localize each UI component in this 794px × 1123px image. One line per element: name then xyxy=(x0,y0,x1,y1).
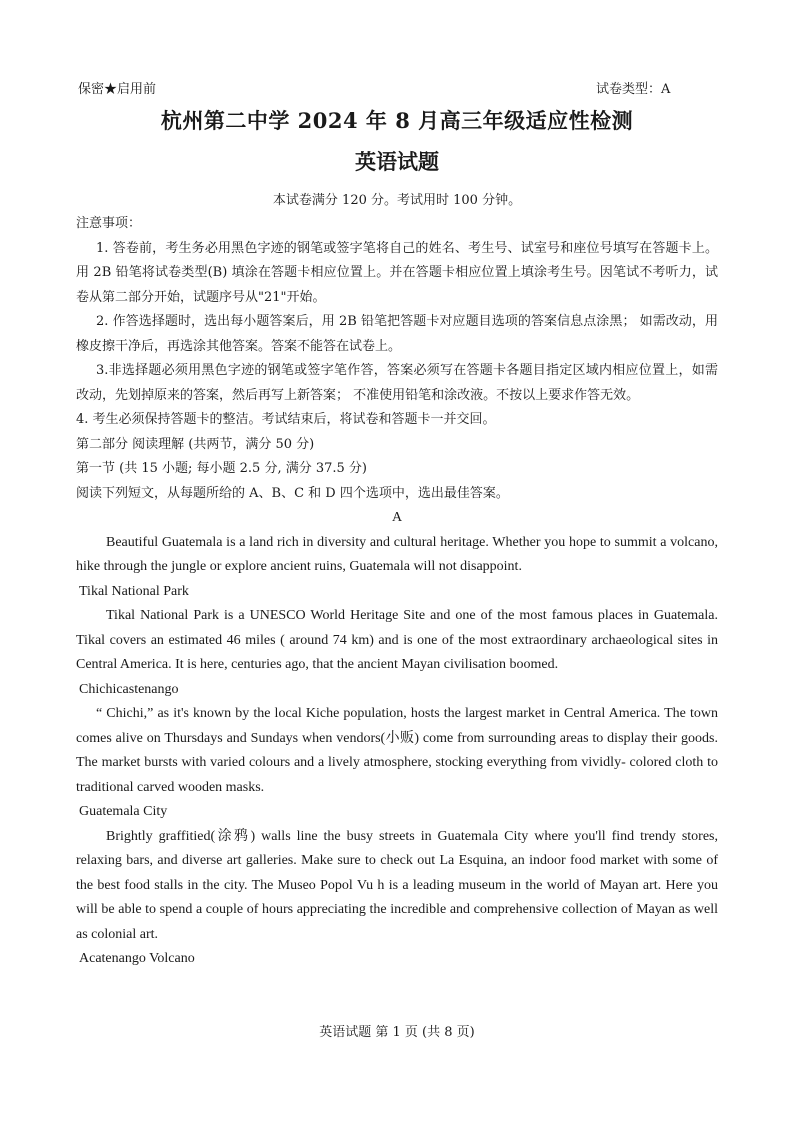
instruction-text: 阅读下列短文，从每题所给的 A、B、C 和 D 四个选项中，选出最佳答案。 xyxy=(76,485,509,501)
section-title-tikal: Tikal National Park xyxy=(79,583,189,599)
note-item: 4. 考生必须保持答题卡的整洁。考试结束后，将试卷和答题卡一并交回。 xyxy=(76,412,496,427)
confidential-label: 保密★启用前 xyxy=(78,82,157,97)
exam-meta: 本试卷满分 120 分。考试用时 100 分钟。 xyxy=(272,193,522,208)
part-heading: 第二部分 阅读理解 (共两节，满分 50 分) xyxy=(76,436,315,452)
page-footer: 英语试题 第 1 页 (共 8 页) xyxy=(319,1025,475,1040)
section-title-acatenango: Acatenango Volcano xyxy=(79,951,195,966)
exam-subtitle: 英语试题 xyxy=(355,149,439,174)
section-text-guatemala-city: Brightly graffitied(涂鸦) walls line the busy streets in Guatemala City where you'll find trendy stores, relaxing bars, and diverse art galleries. Make sure to check out La Esquina, an indoor food market with some of the best food stalls in the city. The Museo Popol Vu h is a leading museum in the world of Mayan art. Here you will be able to spend a couple of hours appreciating the incredible and comprehensive collection of Mayan as well as colonial art. xyxy=(76,828,718,942)
section-title-guatemala-city: Guatemala City xyxy=(79,804,168,819)
exam-content xyxy=(76,212,718,972)
section-text-chichicastenango: “ Chichi,” as it's known by the local Kiche population, hosts the largest market in Central America. The town comes alive on Thursdays and Sundays when vendors(小贩) come from surrounding areas to display their goods. The market bursts with varied colours and a lively atmosphere, stocking everything from vividly- colored cloth to traditional carved wooden masks. xyxy=(76,706,718,795)
note-item: 2. 作答选择题时，选出每小题答案后，用 2B 铅笔把答题卡对应题目选项的答案信息点涂黑； 如需改动，用橡皮擦干净后，再选涂其他答案。答案不能答在试卷上。 xyxy=(76,314,718,354)
section-text-tikal: Tikal National Park is a UNESCO World Heritage Site and one of the most famous places in Guatemala. Tikal covers an estimated 46 miles ( around 74 km) and is one of the most extraordinary archaeological sites in Central America. It is here, centuries ago, that the ancient Mayan civilisation boomed. xyxy=(76,608,718,672)
paper-type-label: 试卷类型：A xyxy=(596,82,671,97)
passage-intro: Beautiful Guatemala is a land rich in diversity and cultural heritage. Whether you hope to summit a volcano, hike through the jungle or explore ancient ruins, Guatemala will not disappoint. xyxy=(76,534,718,574)
note-item: 3.非选择题必须用黑色字迹的钢笔或签字笔作答，答案必须写在答题卡各题目指定区域内相应位置上，如需改动，先划掉原来的答案，然后再写上新答案； 不准使用铅笔和涂改液。不按以上要求作答无效。 xyxy=(76,363,718,403)
exam-title: 杭州第二中学 2024 年 8 月高三年级适应性检测 xyxy=(160,108,634,133)
note-item: 1. 答卷前，考生务必用黑色字迹的钢笔或签字笔将自己的姓名、考生号、试室号和座位号填写在答题卡上。用 2B 铅笔将试卷类型(B) 填涂在答题卡相应位置上。并在答题卡相应位置上填涂考生号。因笔试不考听力，试卷从第二部分开始，试题序号从"21"开始。 xyxy=(76,240,718,305)
passage-label: A xyxy=(391,510,403,525)
notes-heading: 注意事项： xyxy=(76,216,142,231)
section-title-chichicastenango: Chichicastenango xyxy=(79,681,179,697)
section-heading: 第一节 (共 15 小题; 每小题 2.5 分, 满分 37.5 分) xyxy=(76,461,368,476)
